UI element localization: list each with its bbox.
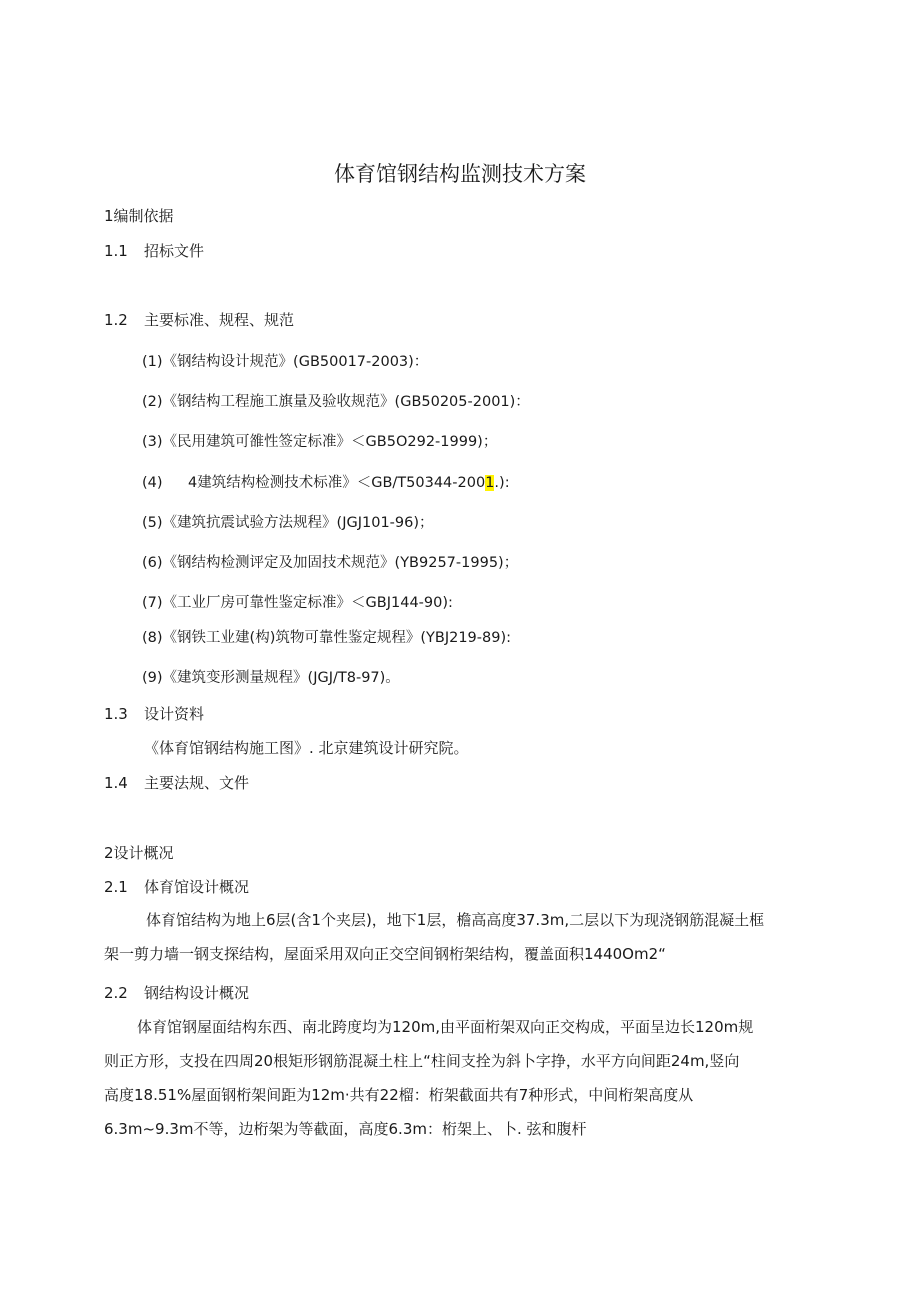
paragraph-line: 6.3m~9.3m不等，边桁架为等截面，高度6.3m：桁架上、卜. 弦和腹杆 [104, 1120, 587, 1138]
item-number: (1) [142, 354, 163, 370]
list-item [142, 471, 510, 492]
paragraph-line: 体育馆钢屋面结构东西、南北跨度均为120m,由平面桁架双向正交构成，平面呈边长120m规 [137, 1018, 754, 1036]
section-label: 主要标准、规程、规范 [144, 311, 295, 329]
section-number: 1.2 [104, 311, 128, 329]
page-title: 体育馆钢结构监测技术方案 [334, 162, 586, 186]
item-text: 《钢结构工程施工旗量及验收规范》(GB50205-2001)： [162, 394, 530, 410]
item-number: (3) [142, 434, 163, 450]
section-1-1 [104, 240, 204, 261]
item-number: (8) [142, 630, 163, 646]
section-label: 主要法规、文件 [144, 774, 250, 792]
list-item [142, 626, 511, 647]
paragraph-2-2 [104, 1010, 753, 1146]
section-label: 招标文件 [144, 242, 205, 260]
paragraph-line: 体育馆结构为地上6层(含1个夹层)，地下1层，檐高高度37.3m,二层以下为现浇钢筋混凝土框 [146, 911, 765, 929]
section-1-4 [104, 772, 249, 793]
list-item [142, 591, 453, 612]
list-item [142, 350, 428, 371]
section-number: 1.3 [104, 705, 128, 723]
paragraph-line: 架一剪力墙一钢支探结构，屋面采用双向正交空间钢桁架结构，覆盖面积1440Om2“ [104, 945, 666, 963]
list-item [142, 390, 530, 411]
item-text: 4建筑结构检测技术标准》＜GB/T50344-200 [188, 475, 486, 491]
item-number: (6) [142, 555, 163, 571]
item-text: 《建筑抗震试验方法规程》(JGJ101-96)； [162, 515, 434, 531]
item-number: (5) [142, 515, 163, 531]
section-1-3 [104, 703, 204, 724]
highlighted-text: 1 [485, 475, 495, 491]
list-item [142, 511, 434, 532]
item-number: (4) [142, 475, 163, 491]
section-label: 体育馆设计概况 [144, 878, 250, 896]
item-text: 《钢结构检测评定及加固技术规范》(YB9257-1995)； [162, 555, 519, 571]
section-number: 2.2 [104, 984, 128, 1002]
section-number: 2.1 [104, 878, 128, 896]
section-2-1 [104, 876, 249, 897]
item-number: (2) [142, 394, 163, 410]
item-number: (7) [142, 595, 163, 611]
section-label: 钢结构设计概况 [144, 984, 250, 1002]
section-number: 1.4 [104, 774, 128, 792]
item-text: 《钢结构设计规范》(GB50017-2003)： [162, 354, 429, 370]
paragraph-line: 高度18.51%屋面钢桁架间距为12m·共有22榴：桁架截面共有7种形式，中间桁架高度从 [104, 1086, 694, 1104]
design-reference: 《体育馆钢结构施工图》. 北京建筑设计研究院。 [144, 739, 469, 757]
list-item [142, 666, 400, 687]
item-text-end: .): [494, 475, 510, 491]
section-number: 1.1 [104, 242, 128, 260]
item-number: (9) [142, 670, 163, 686]
item-text: 《建筑变形测量规程》(JGJ/T8-97)。 [162, 670, 400, 686]
section-label: 设计资料 [144, 705, 205, 723]
section-1-2 [104, 309, 294, 330]
list-item [142, 430, 497, 451]
paragraph-line: 则正方形，支投在四周20根矩形钢筋混凝土柱上“柱间支拴为斜卜字挣，水平方向间距24m,竖向 [104, 1052, 740, 1070]
item-text: 《工业厂房可靠性鉴定标准》＜GBJ144-90): [162, 595, 453, 611]
section-1-heading: 1编制依据 [104, 207, 174, 225]
section-2-heading: 2设计概况 [104, 844, 174, 862]
item-text: 《钢铁工业建(构)筑物可靠性鉴定规程》(YBJ219-89): [162, 630, 511, 646]
paragraph-2-1 [104, 903, 764, 971]
item-text: 《民用建筑可雒性签定标准》＜GB5O292-1999)； [162, 434, 498, 450]
list-item [142, 551, 518, 572]
section-2-2 [104, 982, 249, 1003]
